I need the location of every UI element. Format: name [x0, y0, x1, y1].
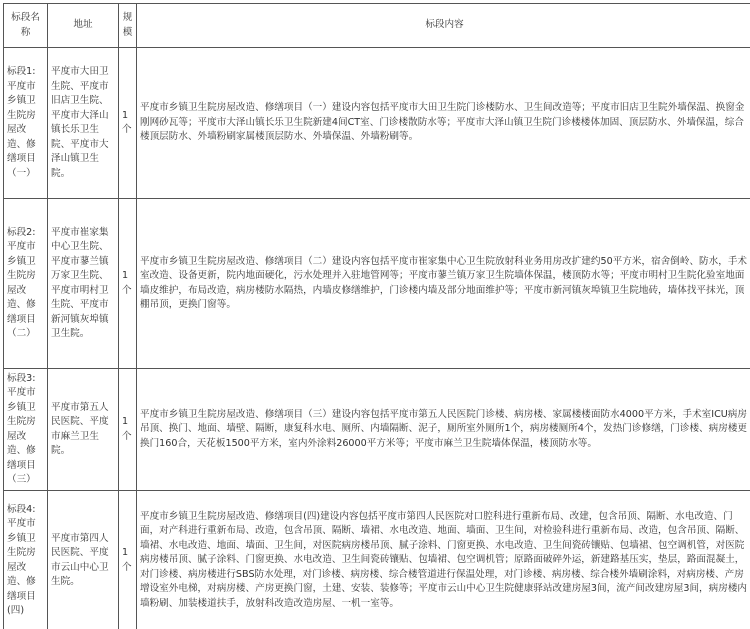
address-cell: 平度市第五人民医院、平度市麻兰卫生院。 [48, 369, 119, 491]
table-row [4, 491, 750, 629]
header-section-name: 标段名称 [4, 4, 48, 48]
header-address: 地址 [48, 4, 119, 48]
table-row [4, 369, 750, 491]
address-cell: 平度市大田卫生院、平度市旧店卫生院、平度市大泽山镇长乐卫生院、平度市大泽山镇卫生院。 [48, 48, 119, 199]
header-scale: 规模 [119, 4, 137, 48]
section-content-cell: 平度市乡镇卫生院房屋改造、修缮项目（二）建设内容包括平度市崔家集中心卫生院放射科业务用房改扩建约50平方米，宿舍倒岭、防水，手术室改造、设备更新，院内地面硬化，污水处理并入驻地管网等；平度市蓼兰镇万家卫生院墙体保温，楼顶防水等；平度市明村卫生院化验室地面墙皮维护，布局改造，病房楼防水隔热，内墙皮修缮维护，门诊楼内墙及部分地面维护等；平度市新河镇灰埠镇卫生院地砖，墙体找平抹光，顶棚吊顶，更换门窗等。 [137, 199, 750, 369]
section-name-cell: 标段4:平度市乡镇卫生院房屋改造、修缮项目(四) [4, 491, 48, 629]
header-section-content: 标段内容 [137, 4, 750, 48]
scale-cell: 1个 [119, 199, 137, 369]
scale-cell: 1个 [119, 491, 137, 629]
table-row [4, 199, 750, 369]
document-viewport [3, 3, 750, 629]
section-content-cell: 平度市乡镇卫生院房屋改造、修缮项目（三）建设内容包括平度市第五人民医院门诊楼、病房楼、家属楼楼面防水4000平方米，手术室ICU病房吊顶、换门、地面、墙壁、隔断，康复科水电、厕所、内墙隔断、泥子，厕所室外厕所1个，病房楼厕所4个，发热门诊修缮，门诊楼、病房楼更换门160合，天花板1500平方米，室内外涂料26000平方米等；平度市麻兰卫生院墙体保温，楼顶防水等。 [137, 369, 750, 491]
section-name-cell: 标段2:平度市乡镇卫生院房屋改造、修缮项目（二） [4, 199, 48, 369]
bid-sections-table [3, 3, 750, 629]
section-content-cell: 平度市乡镇卫生院房屋改造、修缮项目（一）建设内容包括平度市大田卫生院门诊楼防水、卫生间改造等；平度市旧店卫生院外墙保温、换窗金刚网砂瓦等；平度市大泽山镇长乐卫生院新建4间CT室、门诊楼散防水等；平度市大泽山镇卫生院门诊楼楼体加固、顶层防水、外墙保温，综合楼顶层防水、外墙粉刷家属楼顶层防水、外墙保温、外墙粉刷等。 [137, 48, 750, 199]
section-name-cell: 标段1:平度市乡镇卫生院房屋改造、修缮项目（一） [4, 48, 48, 199]
section-content-cell: 平度市乡镇卫生院房屋改造、修缮项目(四)建设内容包括平度市第四人民医院对口腔科进行重新布局、改建，包含吊顶、隔断、水电改造、门面，对产科进行重新布局、改造，包含吊顶、隔断、墙裙、水电改造、地面、墙面、卫生间，对检验科进行重新布局、改造，包含吊顶、隔断、墙裙、水电改造、地面、墙面、卫生间，对医院病房楼吊顶、腻子涂料、门窗更换、水电改造、卫生间瓷砖镶贴、包墙裙、包空调机管，对医院病房楼吊顶、腻子涂料、门窗更换、水电改造、卫生间瓷砖镶贴、包墙裙、包空调机管；原路面破碎外运，新建路基压实，垫层，路面混凝土，对门诊楼、病房楼进行SBS防水处理，对门诊楼、病房楼、综合楼管道进行保温处理，对门诊楼、病房楼、综合楼外墙刷涂料，对病房楼、产房增设室外电梯，对病房楼、产房更换门窗，土建、安装、装修等；平度市云山中心卫生院健康驿站改建房屋3间，流产间改建房屋3间，病房楼内墙粉刷、加装楼道扶手，放射科改造改造房屋、一机一室等。 [137, 491, 750, 629]
address-cell: 平度市崔家集中心卫生院、平度市蓼兰镇万家卫生院、平度市明村卫生院、平度市新河镇灰埠镇卫生院。 [48, 199, 119, 369]
scale-cell: 1个 [119, 369, 137, 491]
table-row [4, 48, 750, 199]
section-name-cell: 标段3:平度市乡镇卫生院房屋改造、修缮项目（三） [4, 369, 48, 491]
table-header-row [4, 4, 750, 48]
scale-cell: 1个 [119, 48, 137, 199]
address-cell: 平度市第四人民医院、平度市云山中心卫生院。 [48, 491, 119, 629]
